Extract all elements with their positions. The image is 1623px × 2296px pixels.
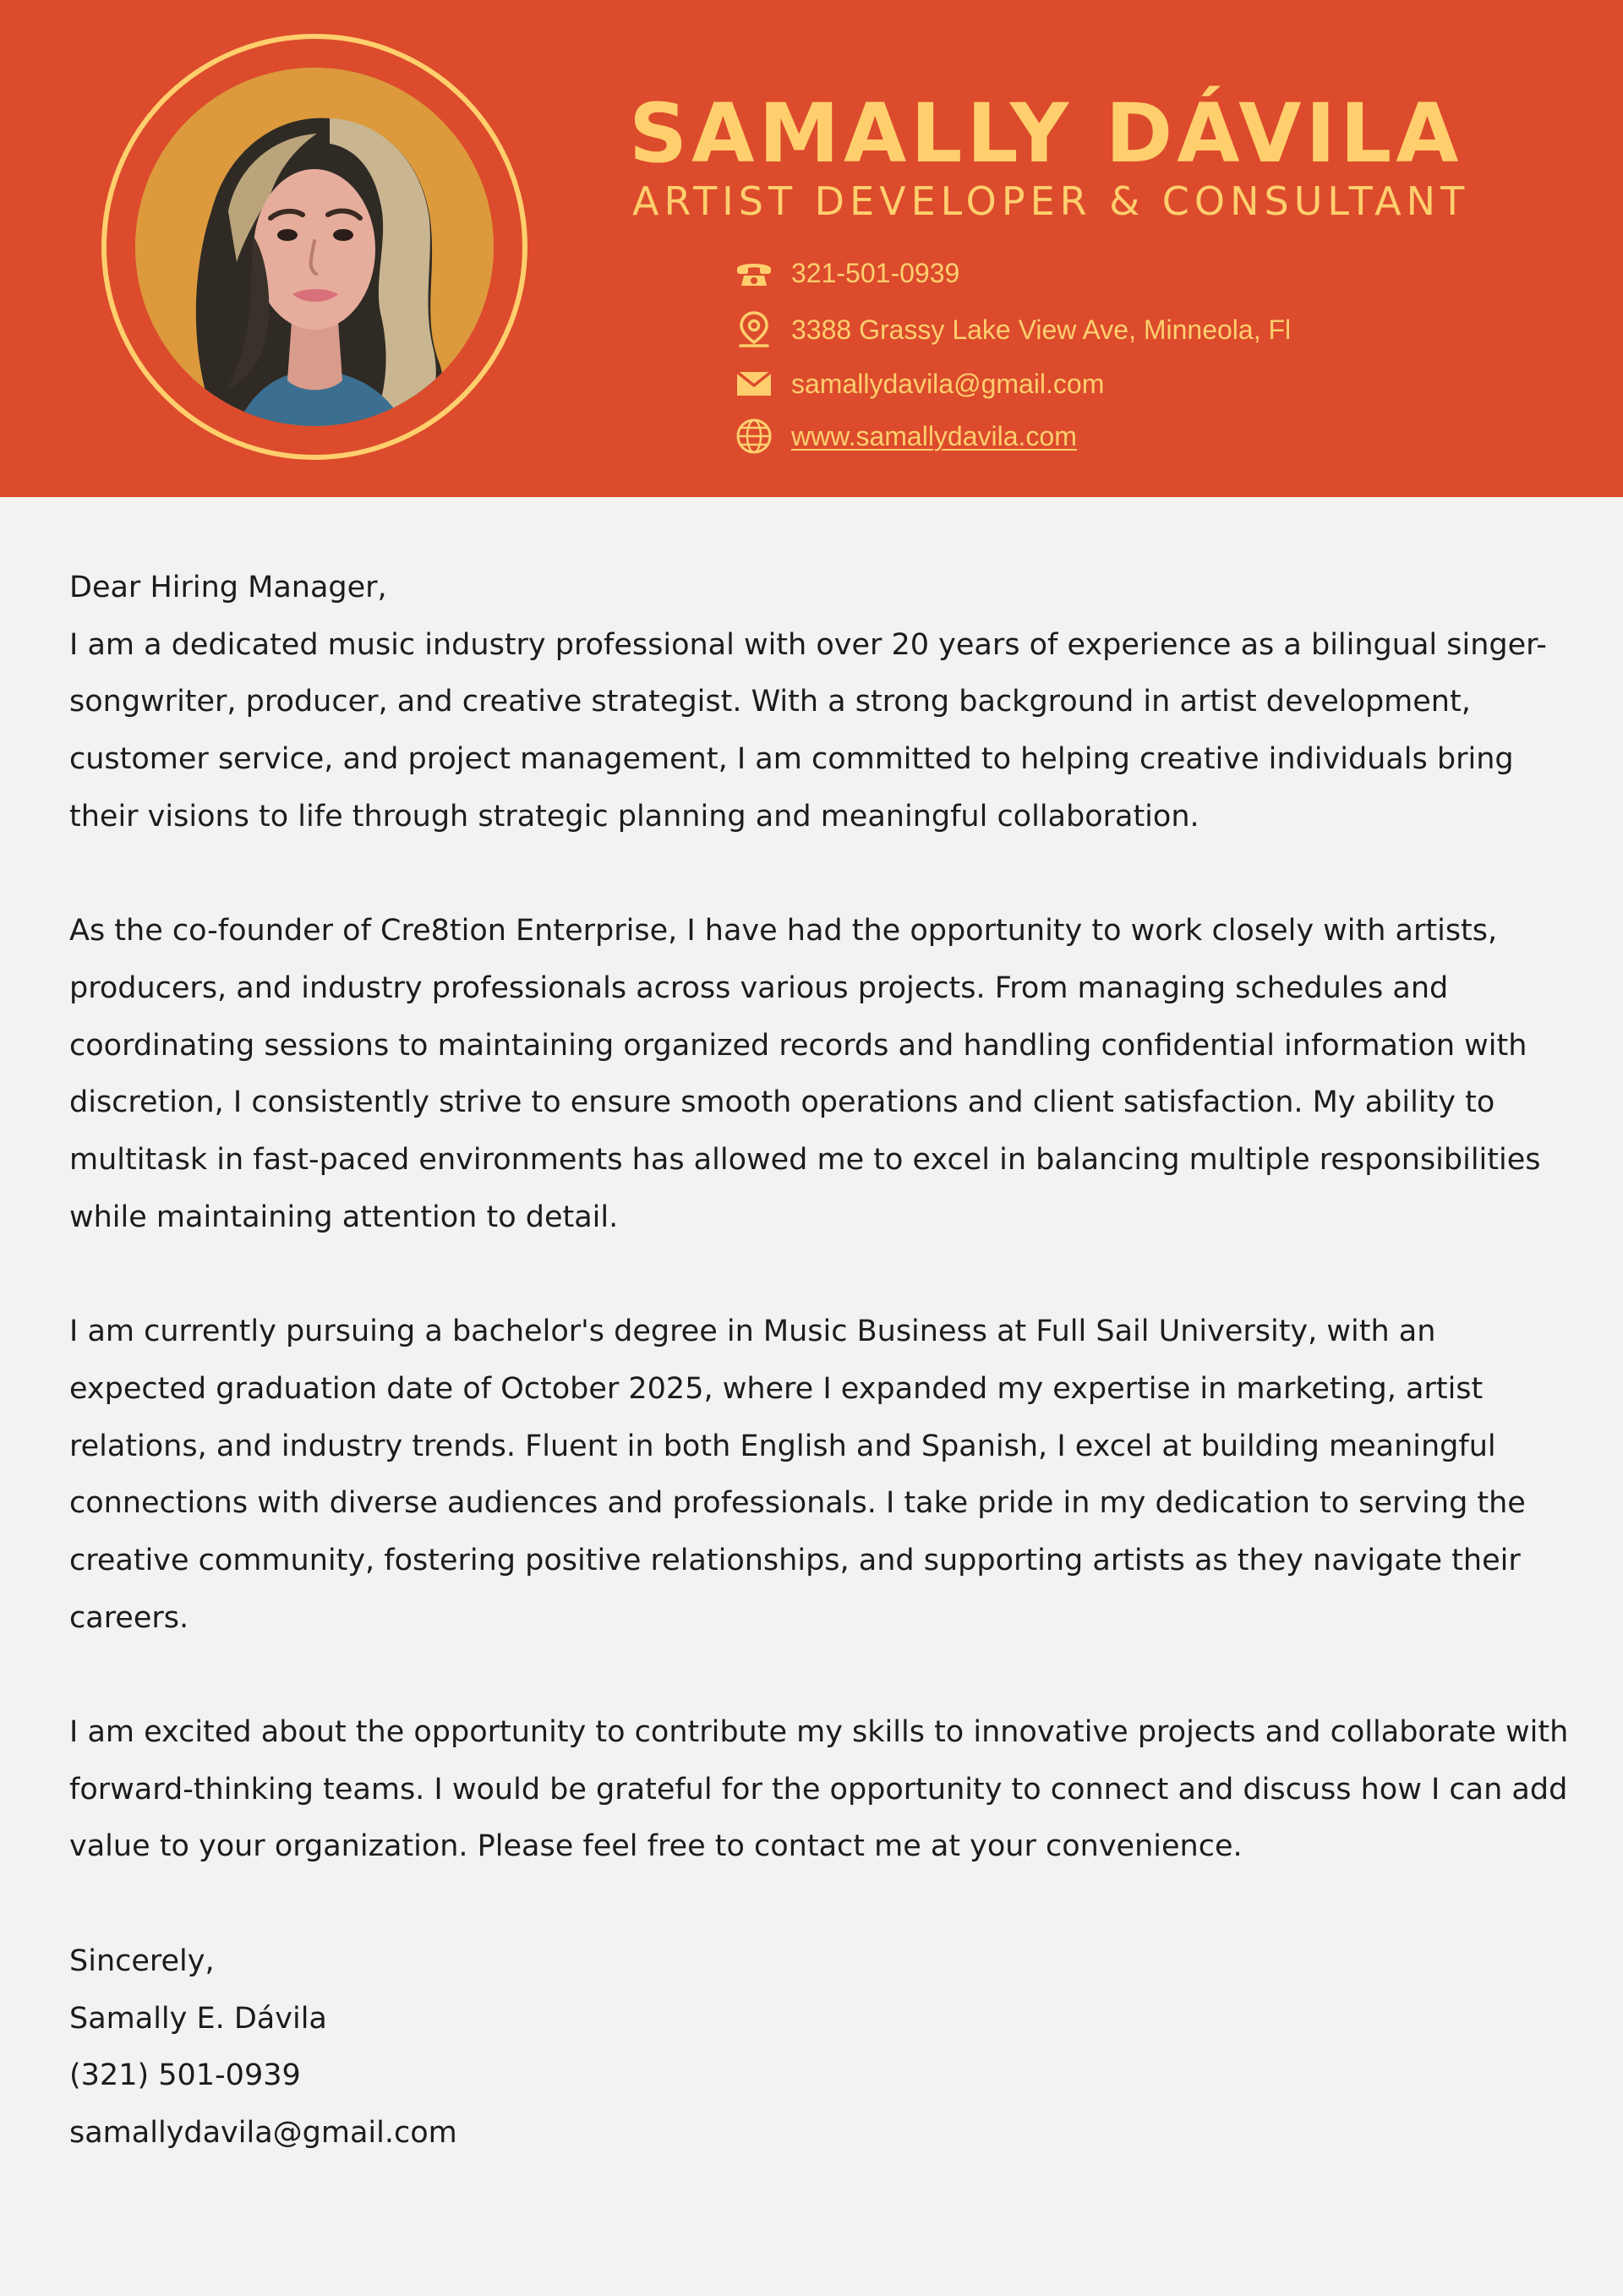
- envelope-icon: [734, 364, 774, 404]
- signature-phone: (321) 501-0939: [69, 2058, 301, 2093]
- header-banner: [0, 0, 1623, 497]
- contact-phone: [734, 253, 959, 293]
- contact-phone-text: 321-501-0939: [791, 258, 960, 288]
- letter-paragraph-4: I am excited about the opportunity to contribute my skills to innovative projects and collaborate with forward-thinking teams. I would be grateful for the opportunity to connect and discuss how I can add value to your organization. Please feel free to contact me at your convenience.: [69, 1715, 1569, 1864]
- letter-greeting: Dear Hiring Manager,: [69, 571, 387, 604]
- applicant-title: ARTIST DEVELOPER & CONSULTANT: [632, 178, 1470, 224]
- globe-icon: [734, 416, 774, 456]
- letter-paragraph-3: I am currently pursuing a bachelor's degree in Music Business at Full Sail University, with an expected graduation date of October 2025, where I expanded my expertise in marketing, artist relations, and industry trends. Fluent in both English and Spanish, I excel at building meaningful connections with diverse audiences and professionals. I take pride in my dedication to serving the creative community, fostering positive relationships, and supporting artists as they navigate their careers.: [69, 1315, 1526, 1635]
- letter-signature: [69, 1933, 1574, 2162]
- profile-portrait-illustration: [135, 68, 494, 426]
- contact-address-text: 3388 Grassy Lake View Ave, Minneola, Fl: [791, 314, 1292, 345]
- signature-email[interactable]: samallydavila@gmail.com: [69, 2115, 457, 2150]
- contact-website[interactable]: [734, 416, 1077, 456]
- contact-email[interactable]: [734, 364, 1104, 404]
- letter-paragraph-1: I am a dedicated music industry professional with over 20 years of experience as a bilingual singer-songwriter, producer, and creative strategist. With a strong background in artist development, customer service, and project management, I am committed to helping creative individuals bring their visions to life through strategic planning and meaningful collaboration.: [69, 627, 1547, 834]
- signature-salutation: Sincerely,: [69, 1943, 215, 1978]
- location-pin-icon: [734, 309, 774, 350]
- profile-photo-ring: [101, 34, 527, 460]
- profile-photo: [135, 68, 494, 426]
- contact-address: [734, 309, 1291, 350]
- phone-icon: [734, 253, 774, 293]
- applicant-name: SAMALLY DÁVILA: [629, 86, 1463, 181]
- contact-email-text[interactable]: samallydavila@gmail.com: [791, 369, 1105, 399]
- website-link[interactable]: www.samallydavila.com: [791, 421, 1077, 451]
- cover-letter-body: [69, 560, 1574, 2162]
- signature-name: Samally E. Dávila: [69, 2001, 327, 2036]
- letter-paragraph-2: As the co-founder of Cre8tion Enterprise, I have had the opportunity to work closely with artists, producers, and industry professionals across various projects. From managing schedules and coordinating sessions to maintaining organized records and handling confidential information with discretion, I consistently strive to ensure smooth operations and client satisfaction. My ability to multitask in fast-paced environments has allowed me to excel in balancing multiple responsibilities while maintaining attention to detail.: [69, 914, 1541, 1234]
